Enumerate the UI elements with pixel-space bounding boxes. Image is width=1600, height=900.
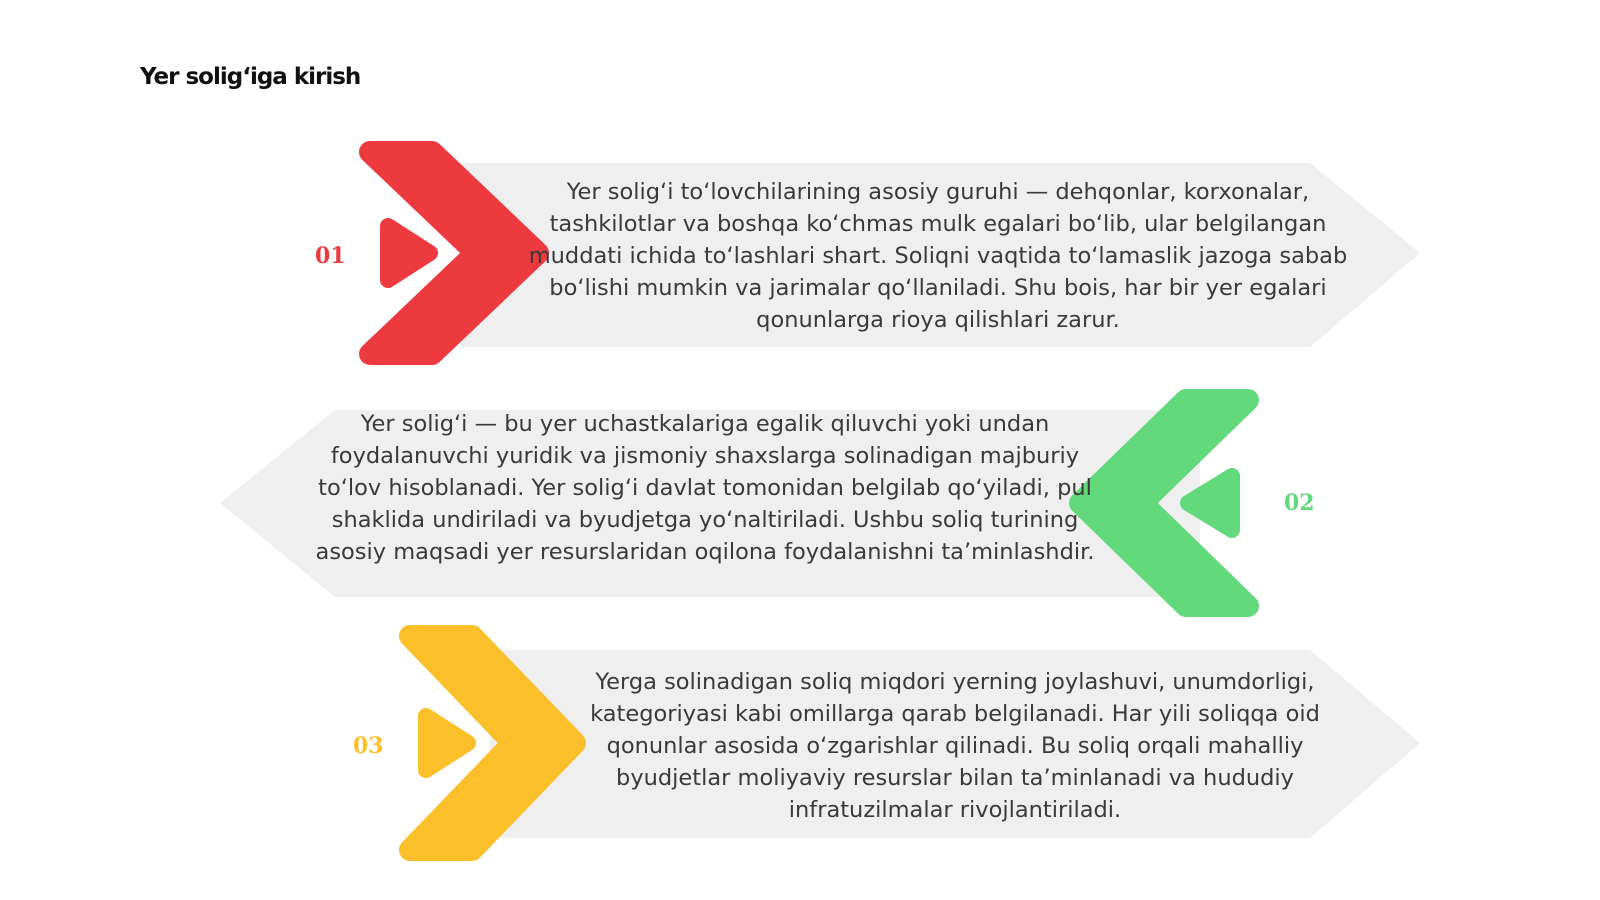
step-2-number: 02 <box>1284 490 1315 516</box>
step-3-number: 03 <box>353 733 384 759</box>
step-1-text: Yer solig‘i to‘lovchilarining asosiy guruhi — dehqonlar, korxonalar, tashkilotlar va boshqa ko‘chmas mulk egalari bo‘lib, ular belgilangan muddati ichida to‘lashlari shart. Soliqni vaqtida to‘lamaslik jazoga sabab bo‘lishi mumkin va jarimalar qo‘llaniladi. Shu bois, har bir yer egalari qonunlarga rioya qilishlari zarur. <box>528 179 1348 333</box>
page-title: Yer solig‘iga kirish <box>140 64 361 90</box>
step-3-text: Yerga solinadigan soliq miqdori yerning joylashuvi, unumdorligi, kategoriyasi kabi omillarga qarab belgilanadi. Har yili soliqqa oid qonunlar asosida o‘zgarishlar qilinadi. Bu soliq orqali mahalliy byudjetlar moliyaviy resurslar bilan ta’minlanadi va hududiy infratuzilmalar rivojlantiriladi. <box>590 669 1320 823</box>
step-2-text: Yer solig‘i — bu yer uchastkalariga egalik qiluvchi yoki undan foydalanuvchi yuridik va jismoniy shaxslarga solinadigan majburiy to‘lov hisoblanadi. Yer solig‘i davlat tomonidan belgilab qo‘yiladi, pul shaklida undiriladi va byudjetga yo‘naltiriladi. Ushbu soliq turining asosiy maqsadi yer resurslaridan oqilona foydalanishni ta’minlashdir. <box>315 411 1095 565</box>
step-1-number: 01 <box>315 243 346 269</box>
